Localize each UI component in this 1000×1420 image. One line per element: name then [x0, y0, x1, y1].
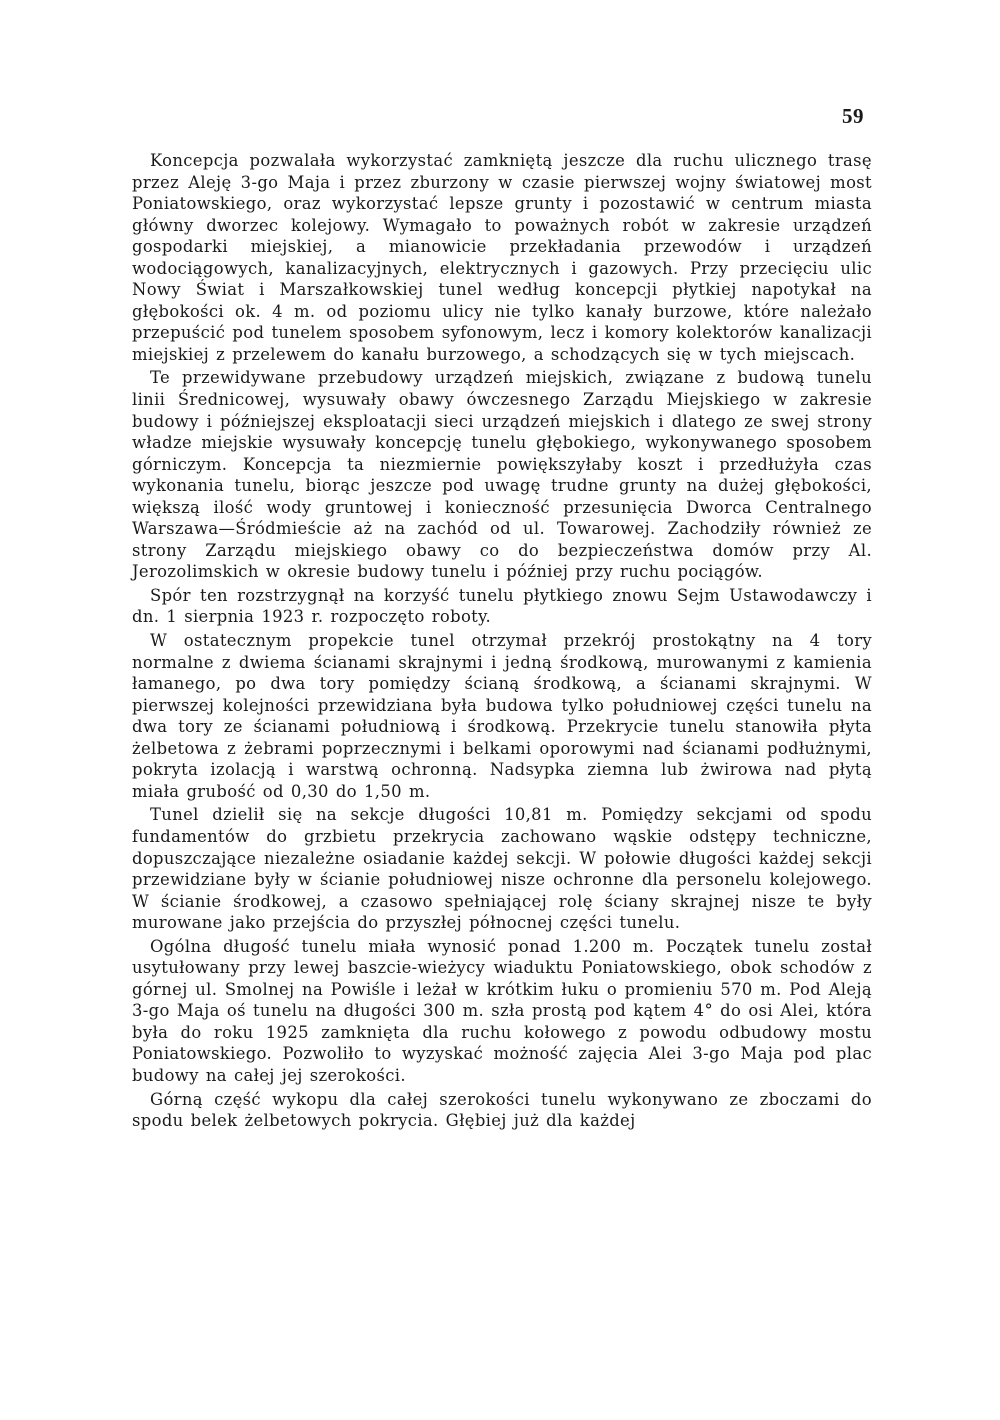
page-number: 59: [842, 104, 864, 128]
paragraph-3: Spór ten rozstrzygnął na korzyść tunelu płytkiego znowu Sejm Ustawodawczy i dn. 1 sierpnia 1923 r. rozpoczęto roboty.: [132, 585, 872, 627]
paragraph-7: Górną część wykopu dla całej szerokości tunelu wykonywano ze zboczami do spodu belek żelbetowych pokrycia. Głębiej już dla każdej: [132, 1089, 872, 1131]
paragraph-6: Ogólna długość tunelu miała wynosić ponad 1.200 m. Początek tunelu został usytułowany przy lewej baszcie-wieżycy wiaduktu Poniatowskiego, obok schodów z górnej ul. Smolnej na Powiśle i leżał w krótkim łuku o promieniu 570 m. Pod Aleją 3-go Maja oś tunelu na długości 300 m. szła prostą pod kątem 4° do osi Alei, która była do roku 1925 zamknięta dla ruchu kołowego z powodu odbudowy mostu Poniatowskiego. Pozwoliło to wyzyskać możność zajęcia Alei 3-go Maja pod plac budowy na całej jej szerokości.: [132, 936, 872, 1085]
paragraph-2: Te przewidywane przebudowy urządzeń miejskich, związane z budową tunelu linii Średnicowej, wysuwały obawy ówczesnego Zarządu Miejskiego w zakresie budowy i późniejszej eksploatacji sieci urządzeń miejskich i dlatego ze swej strony władze miejskie wysuwały koncepcję tunelu głębokiego, wykonywanego sposobem górniczym. Koncepcja ta niezmiernie powiększyłaby koszt i przedłużyła czas wykonania tunelu, biorąc jeszcze pod uwagę trudne grunty na dużej głębokości, większą ilość wody gruntowej i konieczność przesunięcia Dworca Centralnego Warszawa—Śródmieście aż na zachód od ul. Towarowej. Zachodziły również ze strony Zarządu miejskiego obawy co do bezpieczeństwa domów przy Al. Jerozolimskich w okresie budowy tunelu i później przy ruchu pociągów.: [132, 368, 872, 582]
paragraph-1: Koncepcja pozwalała wykorzystać zamkniętą jeszcze dla ruchu ulicznego trasę przez Aleję 3-go Maja i przez zburzony w czasie pierwszej wojny światowej most Poniatowskiego, oraz wykorzystać lepsze grunty i pozostawić w centrum miasta główny dworzec kolejowy. Wymagało to poważnych robót w zakresie urządzeń gospodarki miejskiej, a mianowicie przekładania przewodów i urządzeń wodociągowych, kanalizacyjnych, elektrycznych i gazowych. Przy przecięciu ulic Nowy Świat i Marszałkowskiej tunel według koncepcji płytkiej napotykał na głębokości ok. 4 m. od poziomu ulicy nie tylko kanały burzowe, które należało przepuścić pod tunelem sposobem syfonowym, lecz i komory kolektorów kanalizacji miejskiej z przelewem do kanału burzowego, a schodzących się w tych miejscach.: [132, 151, 872, 364]
paragraph-5: Tunel dzielił się na sekcje długości 10,81 m. Pomiędzy sekcjami od spodu fundamentów do grzbietu przekrycia zachowano wąskie odstępy techniczne, dopuszczające niezależne osiadanie każdej sekcji. W połowie długości każdej sekcji przewidziane były w ścianie południowej nisze ochronne dla personelu kolejowego. W ścianie środkowej, a czasowo spełniającej rolę ściany skrajnej nisze te były murowane jako przejścia do przyszłej północnej części tunelu.: [132, 805, 872, 933]
body-text: [132, 150, 872, 1132]
paragraph-4: W ostatecznym propekcie tunel otrzymał przekrój prostokątny na 4 tory normalne z dwiema ścianami skrajnymi i jedną środkową, murowanymi z kamienia łamanego, po dwa tory pomiędzy ścianą środkową, a ścianami skrajnymi. W pierwszej kolejności przewidziana była budowa tylko południowej części tunelu na dwa tory ze ścianami południową i środkową. Przekrycie tunelu stanowiła płyta żelbetowa z żebrami poprzecznymi i belkami oporowymi nad ścianami podłużnymi, pokryta izolacją i warstwą ochronną. Nadsypka ziemna lub żwirowa nad płytą miała grubość od 0,30 do 1,50 m.: [132, 631, 872, 801]
